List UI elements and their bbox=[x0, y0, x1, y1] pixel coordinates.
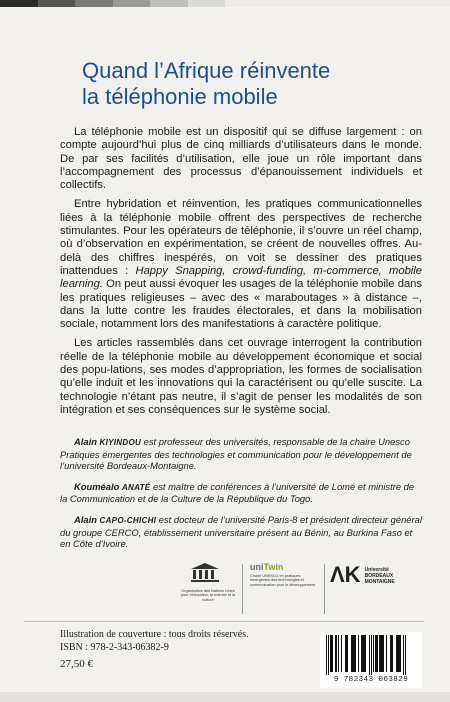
blurb-paragraph-2 bbox=[60, 198, 422, 331]
author-bio bbox=[60, 481, 422, 505]
blurb-paragraph-1: La téléphonie mobile est un dispositif qui se diffuse largement : on compte aujourd’hui plus de cinq milliards d’utilisateurs dans le monde. De par ses facilités d’utilisation, elle joue un rôle important dans l’accompagnement des processus d’épanouissement individuels et collectifs. bbox=[60, 126, 422, 192]
barcode-bars bbox=[320, 632, 422, 676]
price: 27,50 € bbox=[60, 658, 93, 670]
author-bio-text: est maître de conférences à l’université de Lomé et ministre de la Communication et de la Culture de la République du Togo. bbox=[60, 480, 415, 505]
unitwin-mark bbox=[250, 562, 320, 572]
author-bio bbox=[60, 436, 422, 472]
blurb bbox=[60, 126, 422, 423]
blurb-paragraph-3: Les articles rassemblés dans cet ouvrage interrogent la contribution réelle de la téléphonie mobile au développement économique et social des popu-lations, ses modes d’appropriation, les formes de socialisation qu’elle induit et les innovations qui la caractérisent ou qu’elle suscite. La technologie n’étant pas neutre, il s’agit de penser les modalités de son intégration et ses conséquences sur le système social. bbox=[60, 337, 422, 416]
blurb-paragraph-2-emphasis: Happy Snapping, crowd-funding, m-commerce, mobile learning. bbox=[60, 264, 422, 291]
book-title bbox=[82, 58, 412, 110]
footer-divider bbox=[24, 621, 424, 622]
author-first-name: Alain bbox=[74, 513, 97, 525]
unitwin-mark-b: Twin bbox=[263, 562, 284, 572]
author-bio bbox=[60, 514, 422, 550]
unitwin-caption: Chaire UNESCO en pratiques émergentes des technologies et communication pour le développement bbox=[250, 574, 316, 587]
top-color-strip bbox=[0, 0, 450, 7]
author-last-name: ANATÉ bbox=[121, 482, 151, 492]
bordeaux-mark-icon: ΛΚ bbox=[330, 562, 361, 587]
unesco-temple-icon bbox=[190, 562, 220, 582]
unesco-logo bbox=[180, 562, 236, 602]
bordeaux-caption-line1: Université bbox=[364, 567, 389, 573]
bordeaux-montaigne-logo bbox=[330, 564, 410, 586]
bottom-spine-strip bbox=[0, 692, 450, 702]
book-title-line1: Quand l’Afrique réinvente bbox=[82, 58, 331, 83]
bordeaux-caption-line3: MONTAIGNE bbox=[364, 579, 395, 585]
barcode-number: 9 782343 063829 bbox=[333, 676, 409, 684]
author-last-name: CAPO-CHICHI bbox=[99, 515, 157, 525]
barcode bbox=[320, 632, 422, 688]
author-first-name: Alain bbox=[74, 436, 97, 447]
isbn: ISBN : 978-2-343-06382-9 bbox=[60, 642, 169, 653]
partner-logos bbox=[180, 560, 420, 620]
footer-info bbox=[60, 628, 249, 671]
author-bio-text: est professeur des universités, responsable de la chaire Unesco Pratiques émergentes des technologies et communication pour le développement de l’université Bordeaux-Montaigne. bbox=[60, 436, 412, 472]
bordeaux-caption bbox=[365, 567, 395, 585]
cover-credit: Illustration de couverture : tous droits réservés. bbox=[60, 629, 249, 640]
logo-divider bbox=[324, 564, 325, 614]
blurb-paragraph-2-start: Entre hybridation et réinvention, les pratiques communicationnelles liées à la téléphonie mobile offrent des perspectives de recherche stimulantes. Pour les opérateurs de téléphonie, il s’ouvre un réel champ, où d’observation en expérimentation, se créent de nouvelles offres. Au-delà des chiffres inespérés, on voit se dessiner des pratiques inattendues : bbox=[60, 198, 422, 277]
logo-divider bbox=[242, 564, 243, 614]
unesco-caption: Organisation des Nations Unies pour l’éducation, la science et la culture bbox=[180, 589, 236, 602]
blurb-paragraph-2-end: On peut aussi évoquer les usages de la téléphonie mobile dans les pratiques religieuses – avec des « maraboutages » à distance –, dans la lutte contre les fraudes électorales, et dans la mobilisation sociale, notamment lors des manifestations à caractère politique. bbox=[60, 278, 422, 331]
author-bio-text: est docteur de l’université Paris-8 et président directeur général du groupe CERCO, établissement universitaire présent au Bénin, au Burkina Faso et en Côte d’Ivoire. bbox=[60, 513, 422, 550]
author-first-name: Kouméalo bbox=[74, 480, 120, 492]
author-last-name: KIYINDOU bbox=[99, 438, 142, 447]
unitwin-logo bbox=[250, 562, 320, 587]
book-title-line2: la téléphonie mobile bbox=[82, 84, 278, 109]
unitwin-mark-a: uni bbox=[250, 562, 264, 572]
bordeaux-caption-line2: BORDEAUX bbox=[364, 573, 394, 579]
author-bios bbox=[60, 436, 422, 559]
